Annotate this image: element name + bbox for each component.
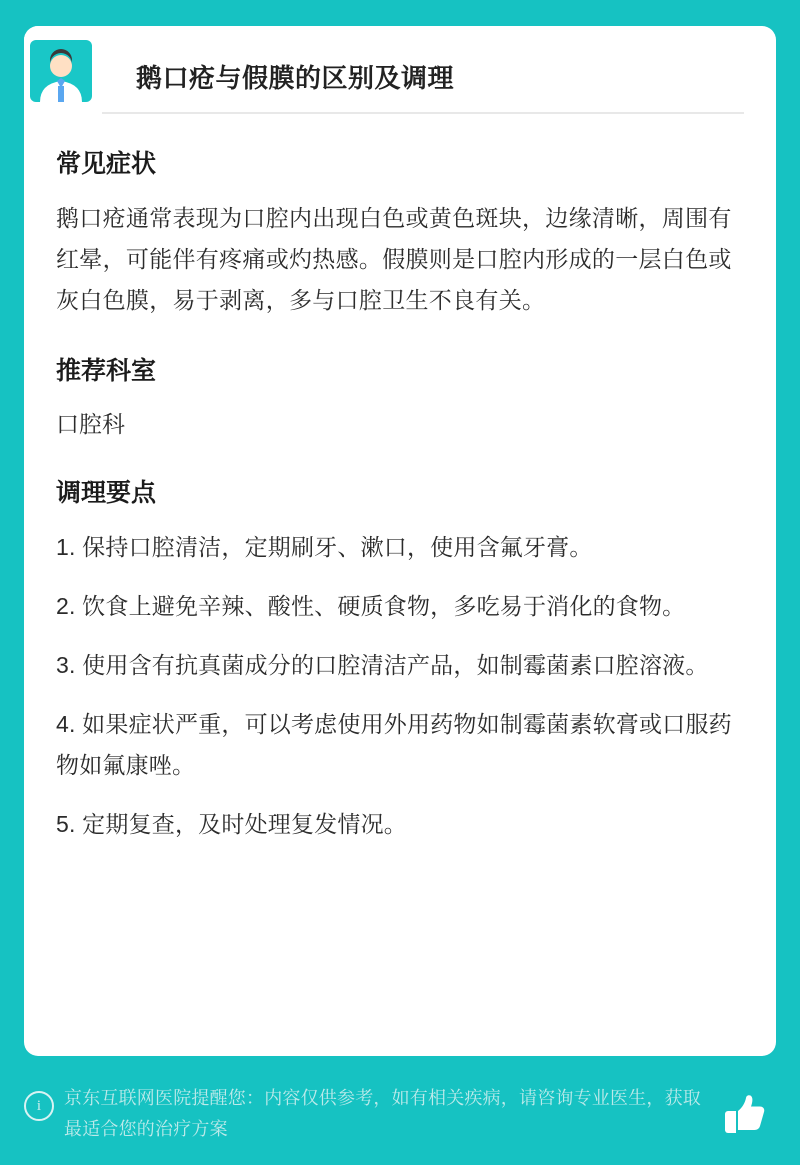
list-item: 4. 如果症状严重，可以考虑使用外用药物如制霉菌素软膏或口服药物如氟康唑。 bbox=[56, 711, 732, 778]
article-card bbox=[24, 26, 776, 1056]
list-item: 3. 使用含有抗真菌成分的口腔清洁产品，如制霉菌素口腔溶液。 bbox=[56, 652, 709, 678]
page-title: 鹅口疮与假膜的区别及调理 bbox=[136, 63, 455, 93]
section-heading-department: 推荐科室 bbox=[56, 357, 157, 385]
info-circle-icon: i bbox=[24, 1091, 54, 1121]
thumbs-up-icon[interactable] bbox=[714, 1087, 768, 1141]
footer-disclaimer bbox=[0, 1069, 800, 1165]
list-item: 2. 饮食上避免辛辣、酸性、硬质食物，多吃易于消化的食物。 bbox=[56, 593, 686, 619]
department-text: 口腔科 bbox=[56, 411, 125, 437]
section-heading-symptoms: 常见症状 bbox=[56, 150, 157, 178]
section-heading-care: 调理要点 bbox=[56, 479, 157, 507]
doctor-avatar-icon bbox=[24, 26, 102, 118]
footer-text: 京东互联网医院提醒您：内容仅供参考，如有相关疾病，请咨询专业医生，获取最适合您的治疗方案 bbox=[64, 1088, 701, 1139]
title-divider bbox=[56, 112, 744, 114]
symptoms-text: 鹅口疮通常表现为口腔内出现白色或黄色斑块，边缘清晰，周围有红晕，可能伴有疼痛或灼热感。假膜则是口腔内形成的一层白色或灰白色膜，易于剥离，多与口腔卫生不良有关。 bbox=[56, 205, 732, 313]
care-tips-list bbox=[56, 527, 744, 845]
list-item: 5. 定期复查，及时处理复发情况。 bbox=[56, 811, 407, 837]
list-item: 1. 保持口腔清洁，定期刷牙、漱口，使用含氟牙膏。 bbox=[56, 534, 593, 560]
